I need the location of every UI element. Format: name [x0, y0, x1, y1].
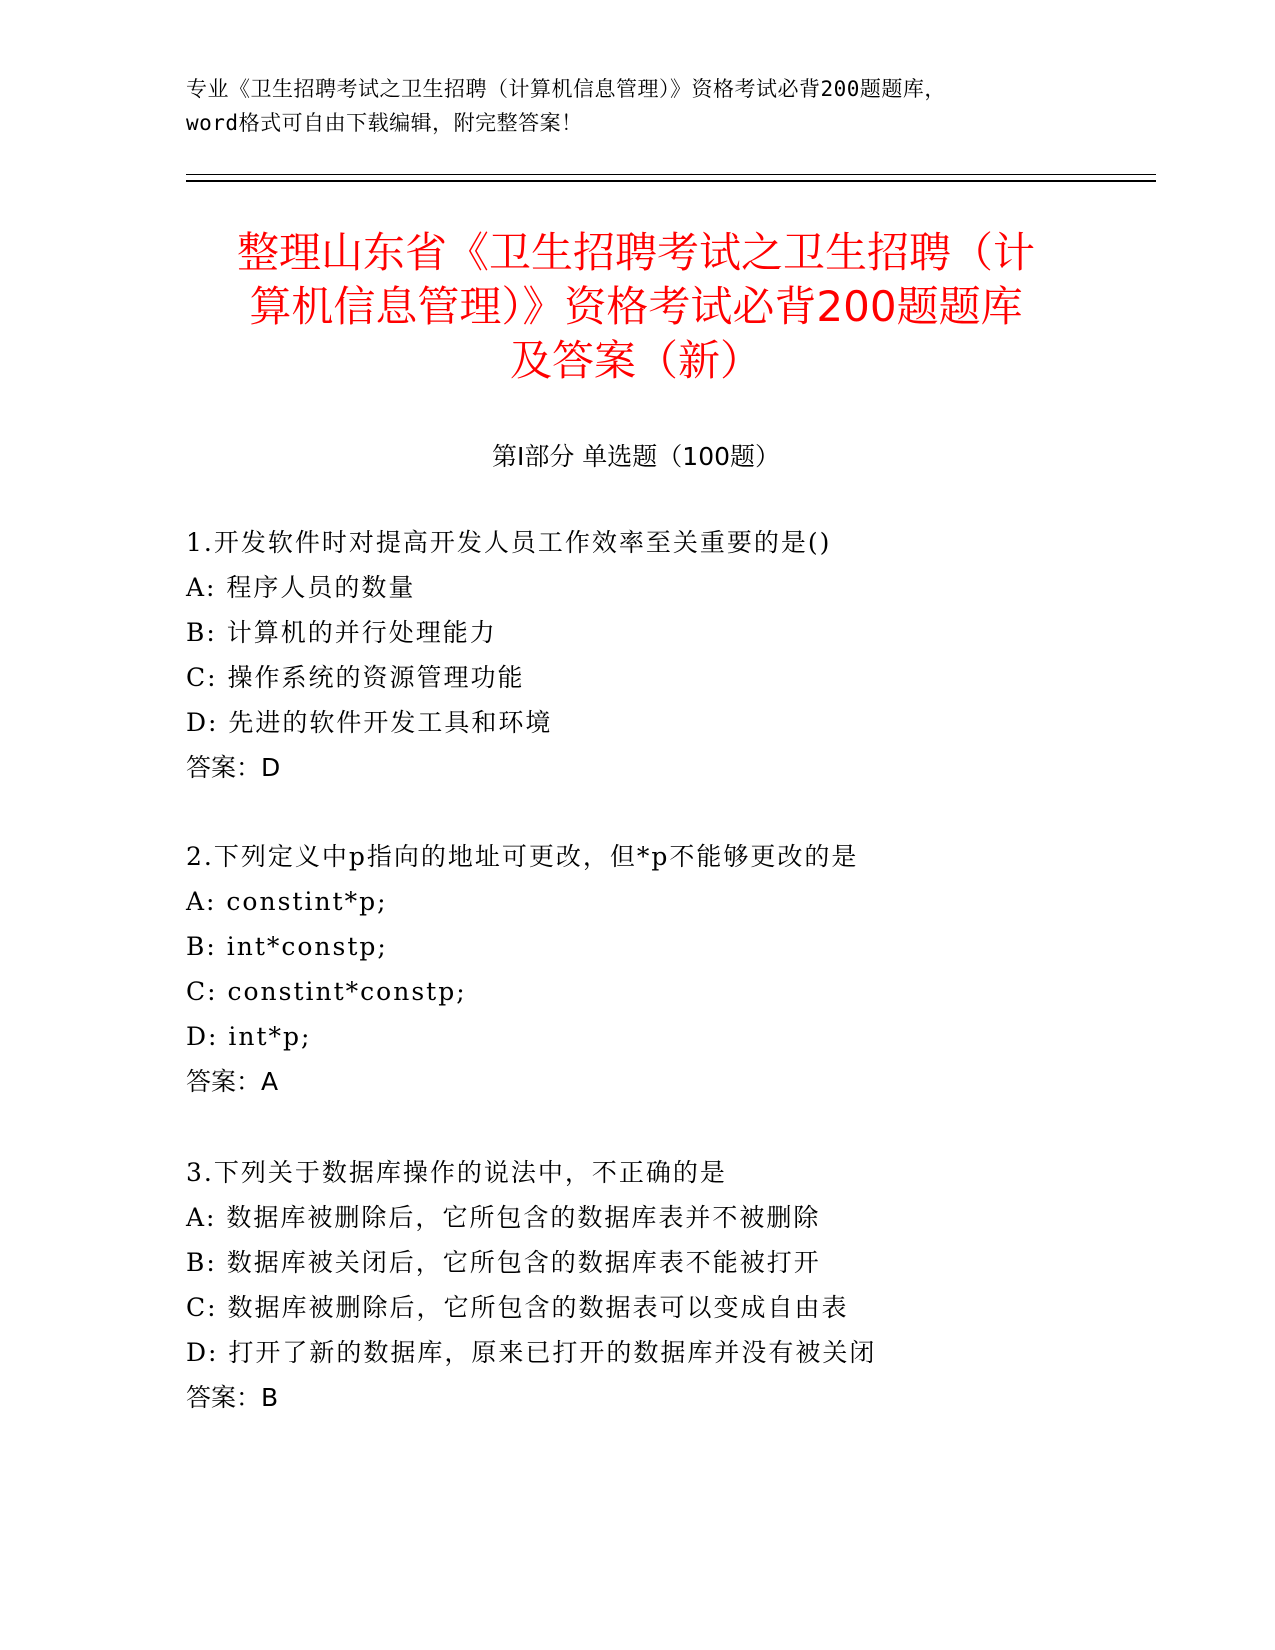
option-c: C: 数据库被删除后，它所包含的数据表可以变成自由表 [186, 1293, 849, 1322]
answer: 答案：B [186, 1383, 279, 1412]
header-note [186, 72, 1086, 140]
title-line-3: 及答案（新） [509, 336, 762, 385]
header-divider-thick [186, 180, 1156, 182]
option-a: A: 数据库被删除后，它所包含的数据库表并不被删除 [186, 1203, 821, 1232]
question-1 [186, 520, 1086, 790]
answer: 答案：D [186, 753, 281, 782]
header-note-line-1: 专业《卫生招聘考试之卫生招聘（计算机信息管理）》资格考试必背200题题库， [186, 77, 946, 101]
section-heading: 第I部分 单选题（100题） [491, 442, 781, 471]
option-b: B: int*constp; [186, 932, 388, 961]
option-c: C: constint*constp; [186, 977, 467, 1006]
title-line-2: 算机信息管理）》资格考试必背200题题库 [249, 282, 1023, 331]
option-c: C: 操作系统的资源管理功能 [186, 663, 525, 692]
title-line-1: 整理山东省《卫生招聘考试之卫生招聘（计 [236, 228, 1035, 277]
header-note-line-2: word格式可自由下载编辑，附完整答案！ [186, 111, 583, 135]
option-d: D: int*p; [186, 1022, 312, 1051]
document-title [186, 226, 1086, 388]
question-3 [186, 1150, 1086, 1420]
question-stem: 1.开发软件时对提高开发人员工作效率至关重要的是() [186, 528, 832, 557]
answer: 答案：A [186, 1067, 279, 1096]
question-2 [186, 834, 1086, 1104]
option-b: B: 数据库被关闭后，它所包含的数据库表不能被打开 [186, 1248, 821, 1277]
question-stem: 3.下列关于数据库操作的说法中，不正确的是 [186, 1158, 727, 1187]
question-stem: 2.下列定义中p指向的地址可更改，但*p不能够更改的是 [186, 842, 859, 871]
option-d: D: 先进的软件开发工具和环境 [186, 708, 553, 737]
option-b: B: 计算机的并行处理能力 [186, 618, 497, 647]
option-d: D: 打开了新的数据库，原来已打开的数据库并没有被关闭 [186, 1338, 877, 1367]
option-a: A: 程序人员的数量 [186, 573, 416, 602]
header-divider-thin [186, 174, 1156, 175]
option-a: A: constint*p; [186, 887, 388, 916]
